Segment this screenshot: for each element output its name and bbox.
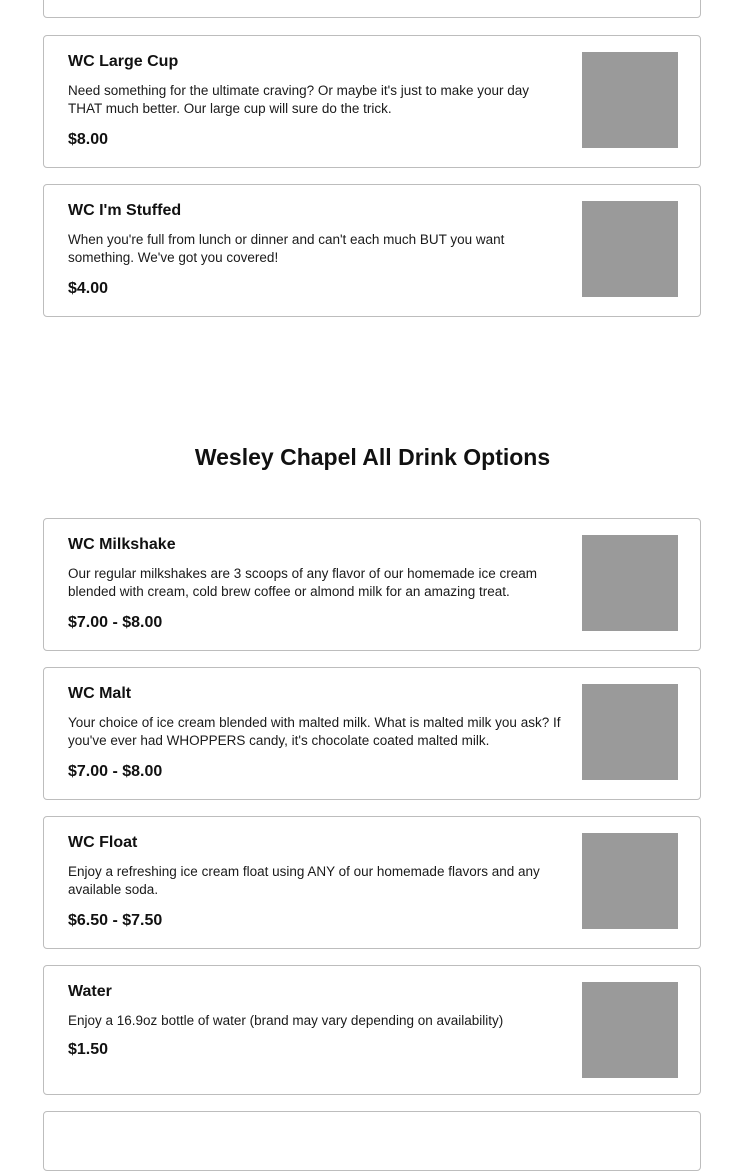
menu-item-title: WC Milkshake [68, 536, 176, 553]
menu-item-image [582, 535, 678, 631]
menu-item-card[interactable] [43, 965, 701, 1095]
menu-item-description: When you're full from lunch or dinner and can't each much BUT you want something. We've got you covered! [68, 232, 505, 265]
menu-item-description: Our regular milkshakes are 3 scoops of any flavor of our homemade ice cream blended with cream, cold brew coffee or almond milk for an amazing treat. [68, 566, 537, 599]
menu-item-price: $1.50 [68, 1041, 109, 1058]
menu-item-image [582, 201, 678, 297]
menu-item-image [582, 982, 678, 1078]
menu-item-card[interactable] [43, 518, 701, 651]
menu-item-price: $7.00 - $8.00 [68, 614, 163, 631]
menu-item-card-partial-top[interactable] [43, 0, 701, 18]
menu-item-title: WC Malt [68, 685, 132, 702]
menu-item-card[interactable] [43, 184, 701, 317]
menu-item-price: $4.00 [68, 280, 109, 297]
menu-item-title: WC I'm Stuffed [68, 202, 182, 219]
menu-item-title: Water [68, 983, 112, 1000]
menu-item-card-partial-bottom[interactable] [43, 1111, 701, 1171]
menu-item-image [582, 833, 678, 929]
menu-item-description: Enjoy a 16.9oz bottle of water (brand may vary depending on availability) [68, 1013, 504, 1028]
menu-item-card[interactable] [43, 667, 701, 800]
menu-item-title: WC Float [68, 834, 138, 851]
menu-item-description: Need something for the ultimate craving? Or maybe it's just to make your day THAT much better. Our large cup will sure do the trick. [68, 83, 530, 116]
menu-item-card[interactable] [43, 35, 701, 168]
menu-item-price: $7.00 - $8.00 [68, 763, 163, 780]
menu-item-image [582, 684, 678, 780]
menu-item-price: $8.00 [68, 131, 109, 148]
menu-item-description: Enjoy a refreshing ice cream float using ANY of our homemade flavors and any available soda. [68, 864, 540, 897]
menu-item-description: Your choice of ice cream blended with malted milk. What is malted milk you ask? If you've ever had WHOPPERS candy, it's chocolate coated malted milk. [68, 715, 561, 748]
section-heading-drinks: Wesley Chapel All Drink Options [194, 444, 551, 470]
menu-item-title: WC Large Cup [68, 53, 179, 70]
menu-item-card[interactable] [43, 816, 701, 949]
menu-item-price: $6.50 - $7.50 [68, 912, 163, 929]
menu-item-image [582, 52, 678, 148]
